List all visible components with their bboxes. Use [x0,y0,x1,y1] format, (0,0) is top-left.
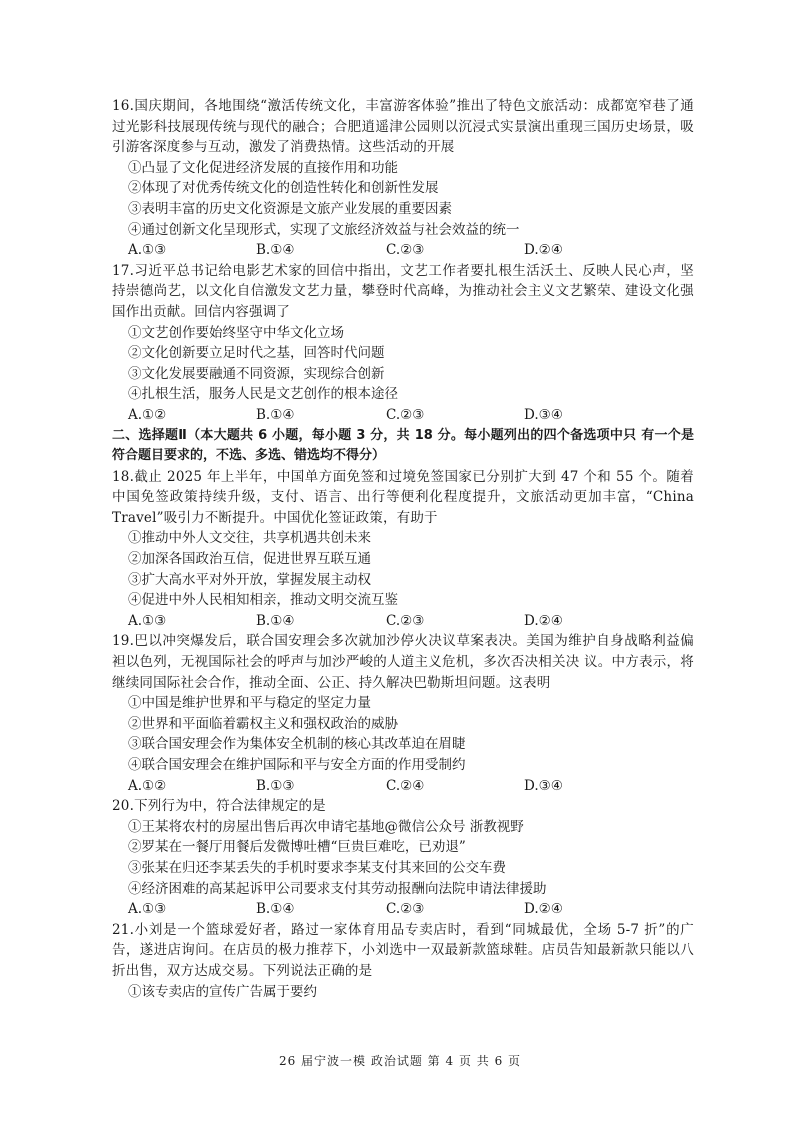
choice-a: A.①③ [128,242,167,259]
choice-b: B.①③ [256,777,295,794]
option-4: ④促进中外人民相知相亲，推动文明交流互鉴 [128,592,398,609]
option-4: ④经济困难的高某起诉甲公司要求支付其劳动报酬向法院申请法律援助 [128,880,547,897]
question-stem: 20.下列行为中，符合法律规定的是 [112,798,326,815]
answer-choices [112,611,694,632]
option-2: ②罗某在一餐厅用餐后发微博吐槽“巨贵巨难吃，已劝退” [128,839,466,856]
question-18 [112,467,694,632]
option-4: ④通过创新文化呈现形式，实现了文旅经济效益与社会效益的统一 [128,221,520,238]
choice-a: A.①② [128,777,167,794]
choice-c: C.②③ [386,406,425,423]
option-1: ①王某将农村的房屋出售后再次申请宅基地@微信公众号 浙教视野 [128,818,524,835]
exam-page [112,96,694,1002]
choice-d: D.②④ [524,901,563,918]
option-4: ④联合国安理会在维护国际和平与安全方面的作用受制约 [128,757,466,773]
option-3: ③扩大高水平对外开放，掌握发展主动权 [128,571,371,588]
option-1: ①文艺创作要始终坚守中华文化立场 [128,324,344,341]
question-stem: 17.习近平总书记给电影艺术家的回信中指出，文艺工作者要扎根生活沃土、反映人民心声，坚持崇德尚艺，以文化自信激发文艺力量，攀登时代高峰，为推动社会主义文艺繁荣、建设文化强国作出贡献。回信内容强调了 [112,262,694,320]
question-17 [112,261,694,426]
choice-d: D.②④ [524,242,563,259]
choice-b: B.①④ [256,406,295,423]
question-stem: 21.小刘是一个篮球爱好者，路过一家体育用品专卖店时，看到“同城最优，全场 5-7 折”的广告，遂进店询问。在店员的极力推荐下，小刘选中一双最新款篮球鞋。店员告知最新款只能以八折出售，双方达成交易。下列说法正确的是 [112,921,694,979]
page-footer: 26 届宁波一模 政治试题 第 4 页 共 6 页 [278,1054,522,1068]
option-2: ②体现了对优秀传统文化的创造性转化和创新性发展 [128,180,439,197]
option-1: ①中国是维护世界和平与稳定的坚定力量 [128,695,371,712]
choice-d: D.②④ [524,612,563,629]
question-stem: 18.截止 2025 年上半年，中国单方面免签和过境免签国家已分别扩大到 47 个和 55 个。随着中国免签政策持续升级，支付、语言、出行等便利化程度提升，文旅活动更加丰富，“China Travel”吸引力不断提升。中国优化签证政策，有助于 [112,468,694,526]
question-19 [112,631,694,796]
option-1: ①凸显了文化促进经济发展的直接作用和功能 [128,159,398,176]
option-3: ③张某在归还李某丢失的手机时要求李某支付其来回的公交车费 [128,859,506,876]
answer-choices [112,240,694,261]
option-1: ①该专卖店的宣传广告属于要约 [128,983,317,1000]
choice-c: C.②④ [386,777,425,794]
option-3: ③文化发展要融通不同资源，实现综合创新 [128,365,385,382]
question-21 [112,920,694,1002]
section-heading: 二、选择题Ⅱ（本大题共 6 小题，每小题 3 分，共 18 分。每小题列出的四个备选项中只 有一个是符合题目要求的，不选、多选、错选均不得分） [112,427,694,464]
option-4: ④扎根生活，服务人民是文艺创作的根本途径 [128,386,398,403]
option-1: ①推动中外人文交往，共享机遇共创未来 [128,530,371,547]
option-3: ③联合国安理会作为集体安全机制的核心其改革迫在眉睫 [128,736,466,753]
question-20 [112,796,694,920]
choice-c: C.②③ [386,612,425,629]
choice-c: C.②③ [386,901,425,918]
choice-b: B.①④ [256,612,295,629]
choice-d: D.③④ [524,406,563,423]
answer-choices [112,776,694,797]
answer-choices [112,405,694,426]
choice-b: B.①④ [256,901,295,918]
choice-b: B.①④ [256,242,295,259]
choice-a: A.①③ [128,901,167,918]
question-stem: 19.巴以冲突爆发后，联合国安理会多次就加沙停火决议草案表决。美国为维护自身战略利益偏袒以色列，无视国际社会的呼声与加沙严峻的人道主义危机，多次否决相关决 议。中方表示，将继续同国际社会合作，推动全面、公正、持久解决巴勒斯坦问题。这表明 [112,633,694,691]
option-3: ③表明丰富的历史文化资源是文旅产业发展的重要因素 [128,200,452,217]
choice-d: D.③④ [524,777,563,794]
option-2: ②世界和平面临着霸权主义和强权政治的威胁 [128,715,398,732]
question-16 [112,96,694,261]
choice-c: C.②③ [386,242,425,259]
choice-a: A.①③ [128,612,167,629]
answer-choices [112,899,694,920]
choice-a: A.①② [128,406,167,423]
question-stem: 16.国庆期间，各地围绕“激活传统文化，丰富游客体验”推出了特色文旅活动：成都宽窄巷了通过光影科技展现传统与现代的融合；合肥逍遥津公园则以沉浸式实景演出重现三国历史场景，吸引游客深度参与互动，激发了消费热情。这些活动的开展 [112,98,694,156]
option-2: ②加深各国政治互信，促进世界互联互通 [128,551,371,568]
option-2: ②文化创新要立足时代之基，回答时代问题 [128,345,385,362]
